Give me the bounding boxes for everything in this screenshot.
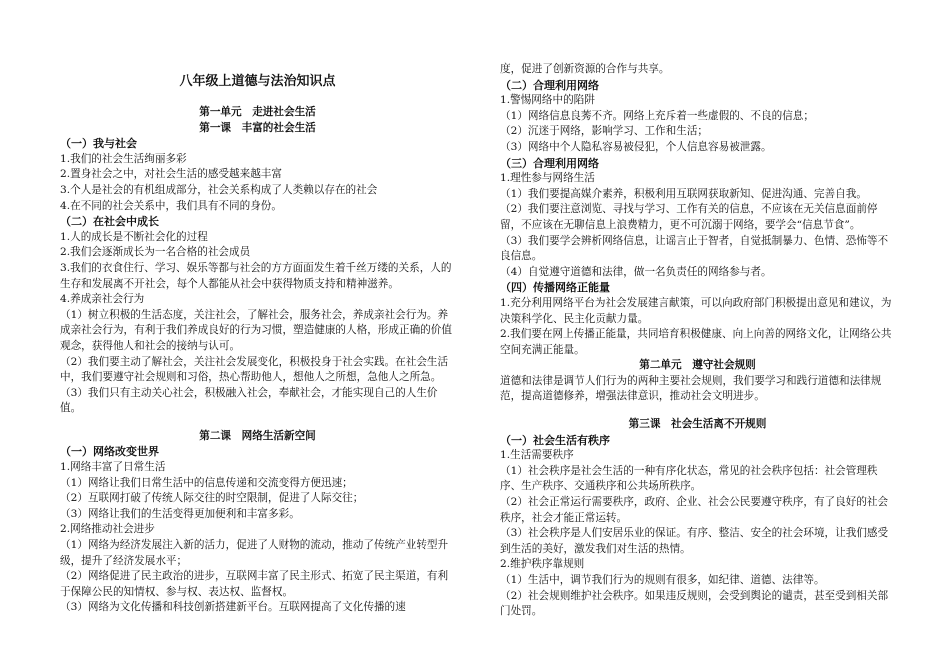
- right-column: [500, 62, 895, 620]
- text-line: 1.生活需要秩序: [500, 449, 574, 462]
- paragraph: （1）网络为经济发展注入新的活力，促进了人财物的流动，推动了传统产业转型升级，提升了经济发展水平；: [60, 539, 449, 567]
- paragraph: （3）我们只有主动关心社会，积极融入社会，奉献社会，才能实现自己的人生价值。: [60, 386, 438, 415]
- paragraph: （1）树立积极的生活态度，关注社会，了解社会，服务社会，养成亲社会行为。养成亲社会行为，有利于我们养成良好的行为习惯，塑造健康的人格，形成正确的价值观念，获得他人和社会的接纳与认可。: [60, 308, 452, 352]
- text-line: 1.网络丰富了日常生活: [60, 461, 166, 474]
- document-title: 八年级上道德与法治知识点: [179, 74, 336, 89]
- text-line: 2.置身社会之中，对社会生活的感受越来越丰富: [60, 168, 282, 181]
- text-line: 2.网络推动社会进步: [60, 523, 155, 536]
- paragraph: （2）社会规则维护社会秩序。如果违反规则，会受到舆论的谴责，甚至受到相关部门处罚。: [500, 589, 889, 618]
- paragraph: （3）我们要学会辨析网络信息，让谣言止于智者，自觉抵制暴力、色情、恐怖等不良信息。: [500, 234, 889, 263]
- section-title: （二）合理利用网络: [500, 78, 599, 92]
- paragraph: （3）社会秩序是人们安居乐业的保证。有序、整洁、安全的社会环境，让我们感受到生活的美好，激发我们对生活的热情。: [500, 527, 889, 555]
- text-line: （3）网络为文化传播和科技创新搭建新平台。互联网提高了文化传播的速: [60, 601, 406, 614]
- section-title: （二）在社会中成长: [60, 215, 159, 229]
- text-line: 4.在不同的社会关系中，我们具有不同的身份。: [60, 199, 282, 212]
- section-title: （一）我与社会: [60, 137, 137, 151]
- text-line: 1.人的成长是不断社会化的过程: [60, 230, 208, 243]
- text-line: （2）互联网打破了传统人际交往的时空限制，促进了人际交往；: [60, 492, 364, 505]
- lesson2-title: 第二课 网络生活新空间: [199, 429, 316, 442]
- text-line: 3.个人是社会的有机组成部分，社会关系构成了人类赖以存在的社会: [60, 183, 378, 196]
- text-line: 度，促进了创新资源的合作与共享。: [500, 63, 670, 75]
- lesson3-title: 第三课 社会生活离不开规则: [628, 418, 767, 431]
- text-line: （1）生活中，调节我们行为的规则有很多，如纪律、道德、法律等。: [500, 574, 825, 586]
- text-line: （1）网络信息良莠不齐。网络上充斥着一些虚假的、不良的信息；: [500, 109, 814, 122]
- paragraph: （1）社会秩序是社会生活的一种有序化状态，常见的社会秩序包括：社会管理秩序、生产秩序、交通秩序和公共场所秩序。: [500, 464, 878, 493]
- left-column: [60, 105, 455, 616]
- paragraph: （1）我们要提高媒介素养，积极利用互联网获取新知、促进沟通、完善自我。: [500, 187, 867, 200]
- text-line: （4）自觉遵守道德和法律，做一名负责任的网络参与者。: [500, 265, 772, 278]
- section-title: （四）传播网络正能量: [500, 281, 610, 295]
- text-line: （2）沉迷于网络，影响学习、工作和生活；: [500, 125, 709, 138]
- paragraph: （2）我们要主动了解社会，关注社会发展变化，积极投身于社会实践。在社会生活中，我们要遵守社会规则和习俗，热心帮助他人，想他人之所想，急他人之所急。: [60, 355, 449, 384]
- text-line: （3）网络让我们的生活变得更加便利和丰富多彩。: [60, 507, 300, 520]
- text-line: （3）网络中个人隐私容易被侵犯，个人信息容易被泄露。: [500, 140, 772, 153]
- paragraph: （2）网络促进了民主政治的进步，互联网丰富了民主形式、拓宽了民主渠道，有利于保障公民的知情权、参与权、表达权、监督权。: [60, 570, 449, 598]
- paragraph: （2）我们要注意浏览、寻找与学习、工作有关的信息，不应该在无关信息面前停留，不应该在无聊信息上浪费精力，更不可沉溺于网络，要学会“信息节食”。: [500, 203, 878, 231]
- section-title: （三）合理利用网络: [500, 156, 599, 170]
- text-line: （1）网络让我们日常生活中的信息传递和交流变得方便迅速；: [60, 476, 353, 489]
- text-line: 1.理性参与网络生活: [500, 172, 595, 185]
- paragraph: 3.我们的衣食住行、学习、娱乐等都与社会的方方面面发生着千丝万缕的关系，人的生存和发展离不开社会，每个人都能从社会中获得物质支持和精神滋养。: [60, 261, 452, 290]
- section-title: （一）网络改变世界: [60, 445, 159, 459]
- text-line: 2.我们会逐渐成长为一名合格的社会成员: [60, 246, 251, 259]
- paragraph: （2）社会正常运行需要秩序，政府、企业、社会公民要遵守秩序，有了良好的社会秩序，社会才能正常运转。: [500, 496, 889, 524]
- text-line: 1.警惕网络中的陷阱: [500, 94, 595, 107]
- lesson1-title: 第一课 丰富的社会生活: [199, 121, 316, 134]
- section-title: （一）社会生活有秩序: [500, 433, 610, 447]
- unit2-title: 第二单元 遵守社会规则: [639, 359, 756, 372]
- paragraph: 1.充分利用网络平台为社会发展建言献策，可以向政府部门积极提出意见和建议，为决策科学化、民主化贡献力量。: [500, 296, 892, 325]
- unit1-title: 第一单元 走进社会生活: [199, 106, 316, 118]
- paragraph: 2.我们要在网上传播正能量，共同培育积极健康、向上向善的网络文化，让网络公共空间充满正能量。: [500, 328, 892, 356]
- text-line: 4.养成亲社会行为: [60, 293, 145, 306]
- text-line: 2.维护秩序靠规则: [500, 558, 585, 571]
- paragraph: 道德和法律是调节人们行为的两种主要社会规则，我们要学习和践行道德和法律规范，提高道德修养，增强法律意识，推动社会文明进步。: [500, 374, 882, 403]
- text-line: 1.我们的社会生活绚丽多彩: [60, 152, 187, 165]
